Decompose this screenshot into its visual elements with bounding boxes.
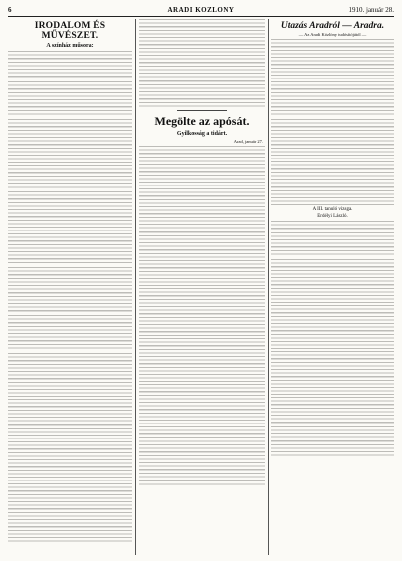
- text-paragraph: [139, 146, 265, 186]
- issue-date: 1910. január 28.: [348, 6, 394, 14]
- notice-line: A III. tanuló vizsga.: [312, 207, 353, 212]
- notice-line: Erdélyi László.: [317, 214, 348, 219]
- newspaper-title: ARADI KOZLONY: [167, 6, 235, 14]
- article-headline: Megölte az apósát.: [154, 114, 250, 128]
- text-paragraph: [8, 191, 132, 231]
- section-headline: IRODALOM ÉS MŰVÉSZET.: [34, 21, 106, 41]
- page-header: [8, 5, 394, 17]
- column-divider: [268, 19, 269, 555]
- separator-rule: [177, 110, 227, 111]
- column-divider: [135, 19, 136, 555]
- text-paragraph: [8, 81, 132, 117]
- text-paragraph: [271, 259, 394, 303]
- text-paragraph: [271, 161, 394, 205]
- section-subheadline: A színház műsora:: [46, 43, 94, 49]
- text-paragraph: [139, 426, 265, 486]
- article-dateline: Arad, január 27.: [233, 139, 263, 144]
- text-paragraph: [139, 242, 265, 286]
- text-paragraph: [8, 399, 132, 439]
- text-paragraph: [139, 288, 265, 336]
- text-paragraph: [8, 441, 132, 481]
- text-paragraph: [139, 188, 265, 240]
- text-paragraph: [139, 384, 265, 424]
- text-paragraph: [271, 351, 394, 395]
- text-paragraph: [8, 119, 132, 163]
- article-subheadline: Gyilkosság a tidárt.: [176, 131, 228, 137]
- article-headline: Utazás Aradról — Aradra.: [280, 21, 385, 31]
- text-paragraph: [8, 267, 132, 313]
- text-paragraph: [271, 305, 394, 349]
- text-paragraph: [8, 51, 132, 79]
- text-paragraph: [8, 233, 132, 265]
- text-paragraph: [8, 315, 132, 351]
- text-paragraph: [139, 338, 265, 382]
- page-number: 6: [8, 6, 12, 14]
- column-2: [139, 19, 265, 555]
- text-paragraph: [271, 81, 394, 117]
- text-paragraph: [8, 483, 132, 543]
- text-paragraph: [271, 39, 394, 79]
- article-note: — Az Aradi Közlöny tudósítójától —: [298, 32, 367, 37]
- text-paragraph: [271, 221, 394, 257]
- text-paragraph: [139, 19, 265, 107]
- column-3: [271, 19, 394, 555]
- text-paragraph: [271, 119, 394, 159]
- text-paragraph: [8, 353, 132, 397]
- text-paragraph: [8, 165, 132, 189]
- text-paragraph: [271, 397, 394, 457]
- column-1: [8, 19, 132, 555]
